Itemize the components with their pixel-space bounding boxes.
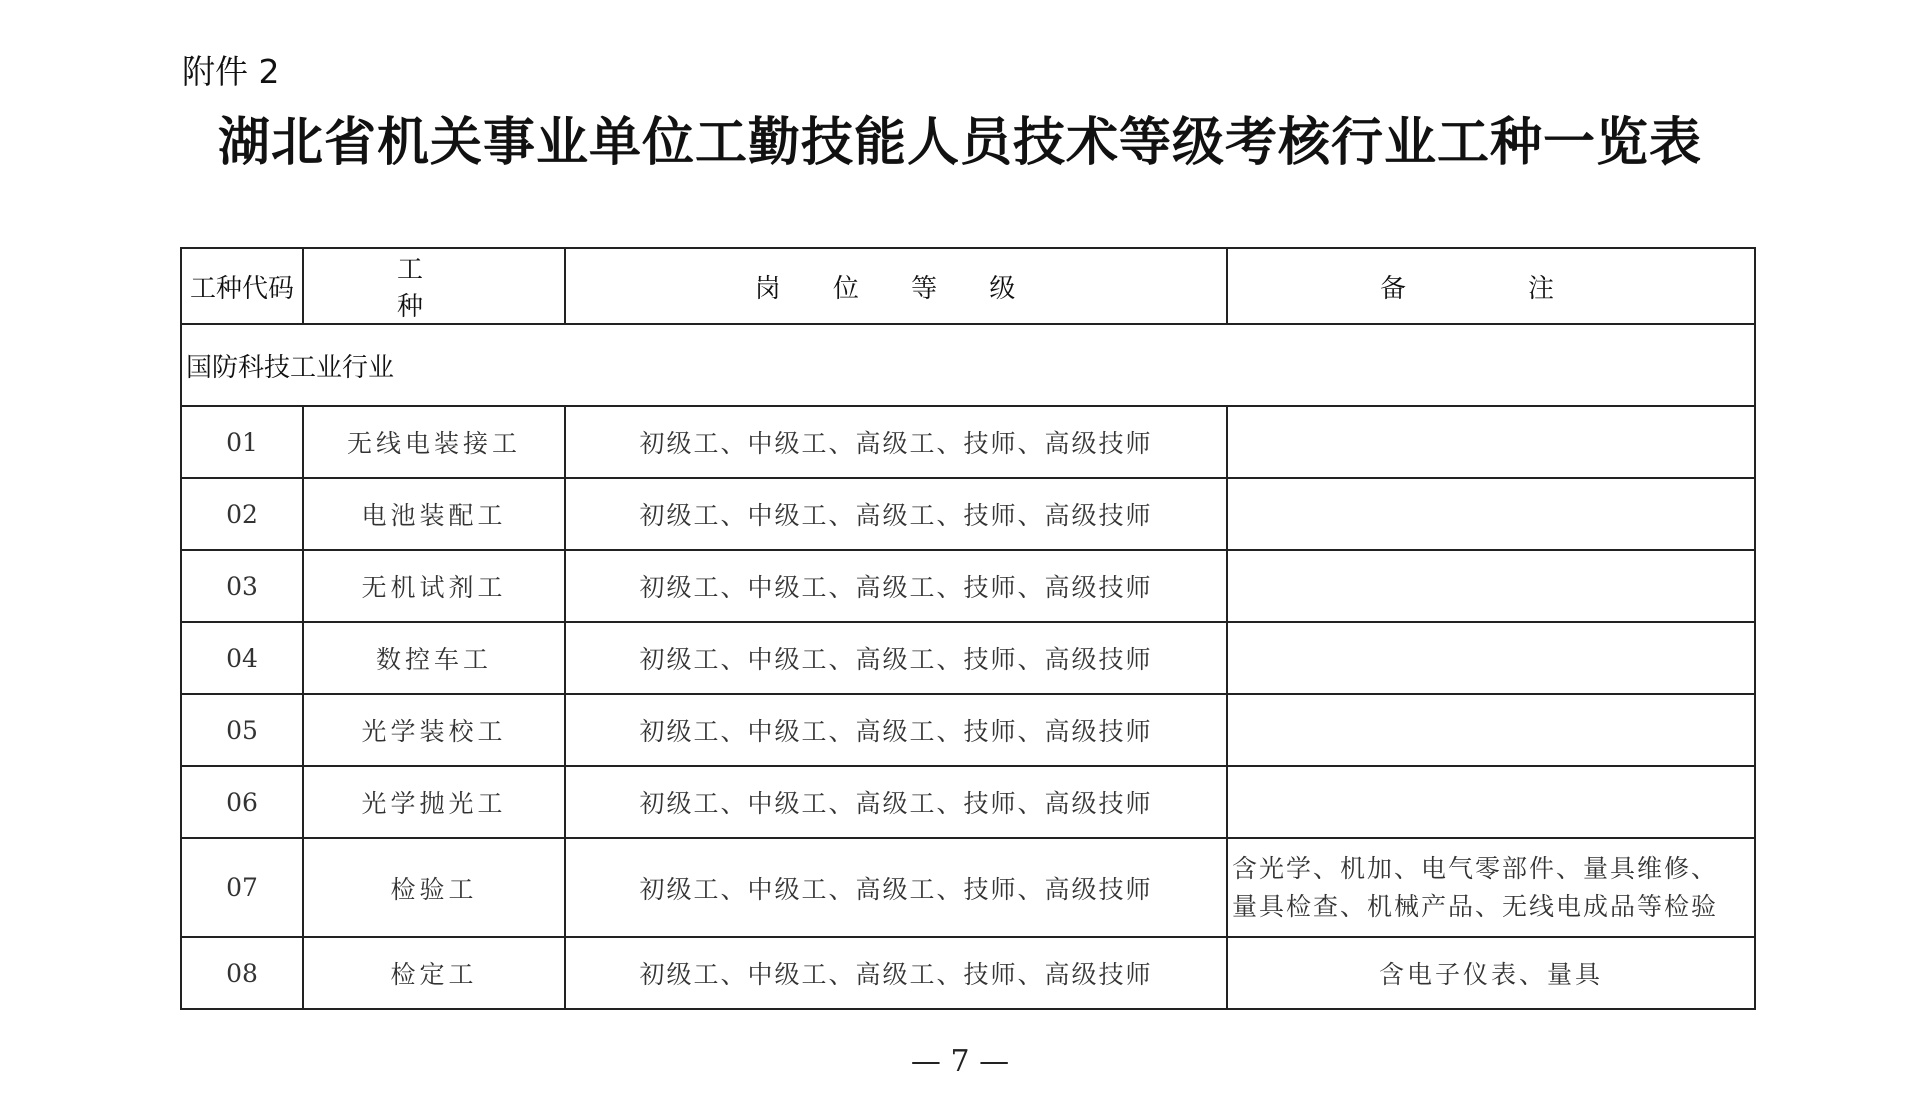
page-number: — 7 — <box>910 1044 1010 1079</box>
row-code: 07 <box>181 838 303 937</box>
row-name: 光学抛光工 <box>303 766 565 838</box>
row-grade: 初级工、中级工、高级工、技师、高级技师 <box>565 937 1227 1009</box>
table-row <box>181 406 1755 478</box>
row-grade: 初级工、中级工、高级工、技师、高级技师 <box>565 694 1227 766</box>
table-row <box>181 694 1755 766</box>
row-code: 02 <box>181 478 303 550</box>
table-row <box>181 622 1755 694</box>
attachment-label: 附件 2 <box>182 52 280 91</box>
row-grade: 初级工、中级工、高级工、技师、高级技师 <box>565 766 1227 838</box>
row-name: 数控车工 <box>303 622 565 694</box>
table-header-row <box>181 248 1755 324</box>
job-type-table <box>180 247 1756 1010</box>
row-note <box>1227 838 1755 937</box>
table-row <box>181 478 1755 550</box>
row-code: 06 <box>181 766 303 838</box>
table-row <box>181 937 1755 1009</box>
header-note: 备 注 <box>1227 248 1755 324</box>
row-name: 光学装校工 <box>303 694 565 766</box>
row-note <box>1227 622 1755 694</box>
table-row <box>181 550 1755 622</box>
row-grade: 初级工、中级工、高级工、技师、高级技师 <box>565 406 1227 478</box>
row-name: 无线电装接工 <box>303 406 565 478</box>
table-row <box>181 766 1755 838</box>
table-row <box>181 838 1755 937</box>
row-note <box>1227 478 1755 550</box>
row-name: 检验工 <box>303 838 565 937</box>
row-name: 无机试剂工 <box>303 550 565 622</box>
row-code: 04 <box>181 622 303 694</box>
document-title: 湖北省机关事业单位工勤技能人员技术等级考核行业工种一览表 <box>217 113 1702 173</box>
row-note-line-2: 量具检查、机械产品、无线电成品等检验 <box>1232 891 1719 921</box>
row-grade: 初级工、中级工、高级工、技师、高级技师 <box>565 550 1227 622</box>
row-note <box>1227 694 1755 766</box>
row-grade: 初级工、中级工、高级工、技师、高级技师 <box>565 478 1227 550</box>
header-type: 工 种 <box>303 248 565 324</box>
row-note <box>1227 550 1755 622</box>
row-note <box>1227 406 1755 478</box>
row-grade: 初级工、中级工、高级工、技师、高级技师 <box>565 622 1227 694</box>
row-code: 05 <box>181 694 303 766</box>
row-note: 含电子仪表、量具 <box>1227 937 1755 1009</box>
section-row <box>181 324 1755 406</box>
row-code: 03 <box>181 550 303 622</box>
section-title: 国防科技工业行业 <box>181 324 1755 406</box>
header-code: 工种代码 <box>181 248 303 324</box>
row-name: 检定工 <box>303 937 565 1009</box>
row-grade: 初级工、中级工、高级工、技师、高级技师 <box>565 838 1227 937</box>
row-note-line-1: 含光学、机加、电气零部件、量具维修、 <box>1232 853 1719 883</box>
row-note <box>1227 766 1755 838</box>
header-grade: 岗 位 等 级 <box>565 248 1227 324</box>
row-name: 电池装配工 <box>303 478 565 550</box>
row-code: 08 <box>181 937 303 1009</box>
row-code: 01 <box>181 406 303 478</box>
